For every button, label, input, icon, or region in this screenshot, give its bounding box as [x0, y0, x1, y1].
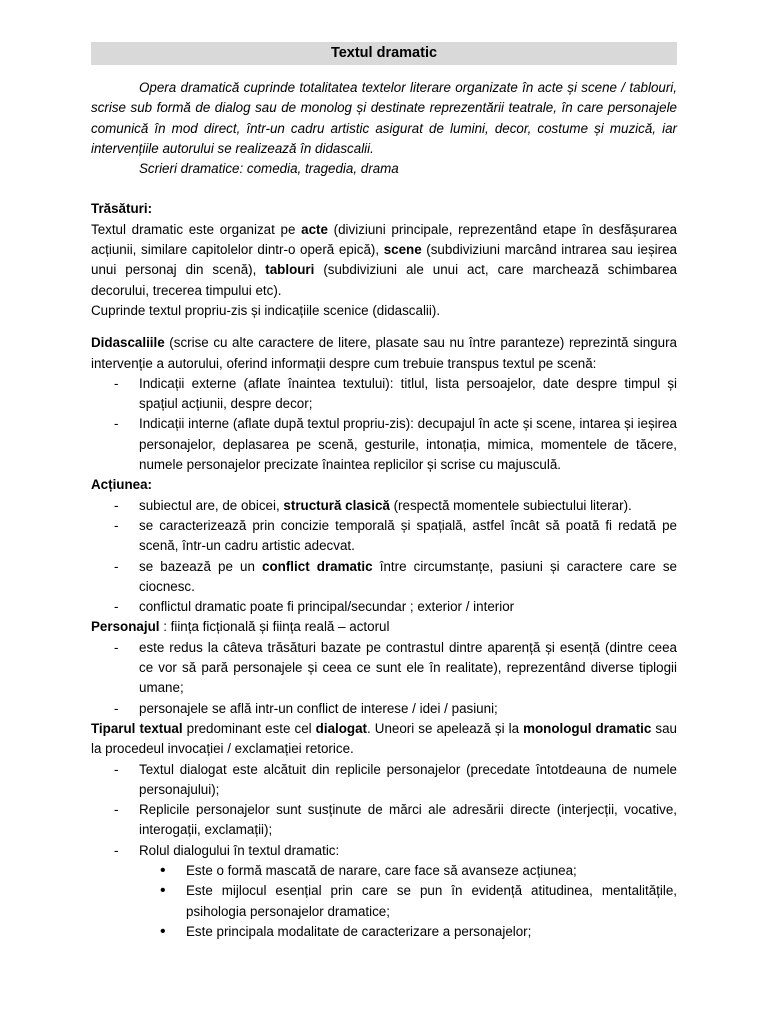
list-item: - subiectul are, de obicei, structură clasică (respectă momentele subiectului literar). [91, 496, 677, 516]
intro-paragraph: Opera dramatică cuprinde totalitatea textelor literare organizate în acte și scene / tablouri, scrise sub formă de dialog sau de monolog și destinate reprezentării teatrale, în care personajele comunică în mod direct, într-un cadru artistic asigurat de lumini, decor, costume și muzică, iar intervențiile autorului se realizează în didascalii. [91, 80, 677, 156]
list-item: - Textul dialogat este alcătuit din replicile personajelor (precedate întotdeauna de numele personajului); [91, 760, 677, 801]
didascalii-paragraph: Didascaliile (scrise cu alte caractere de litere, plasate sau nu între paranteze) reprezintă singura intervenție a autorului, oferind informații despre cum trebuie transpus textul pe scenă: [91, 335, 677, 371]
bullet-item: • Este o formă mascată de narare, care face să avanseze acțiunea; [91, 861, 677, 881]
bullet-item: • Este principala modalitate de caracterizare a personajelor; [91, 922, 677, 942]
trasaturi-heading: Trăsături: [91, 201, 153, 217]
personajul-list [91, 638, 677, 719]
actiunea-heading: Acțiunea: [91, 477, 153, 493]
list-item: - se bazează pe un conflict dramatic între circumstanțe, pasiuni și caractere care se ciocnesc. [91, 557, 677, 598]
actiunea-list [91, 496, 677, 618]
personajul-heading: Personajul : ființa ficțională și ființa reală – actorul [91, 619, 390, 635]
trasaturi-line2: Cuprinde textul propriu-zis și indicațiile scenice (didascalii). [91, 302, 441, 318]
list-item: - personajele se află intr-un conflict de interese / idei / pasiuni; [91, 699, 677, 719]
intro-genres: Scrieri dramatice: comedia, tragedia, drama [139, 161, 399, 177]
document-title: Textul dramatic [91, 42, 677, 65]
dialog-role-list [91, 861, 677, 942]
trasaturi-paragraph: Textul dramatic este organizat pe acte (diviziuni principale, reprezentând etape în desfășurarea acțiunii, similare capitolelor dintr-o operă epică), scene (subdiviziuni marcând intrarea sau ieșirea unui personaj din scenă), tablouri (subdiviziuni ale unui act, care marchează schimbarea decorului, trecerea timpului etc). [91, 221, 678, 298]
bullet-item: • Este mijlocul esențial prin care se pun în evidență atitudinea, mentalitățile, psihologia personajelor dramatice; [91, 881, 677, 922]
tiparul-list [91, 760, 677, 861]
document-page [91, 42, 677, 942]
list-item: - Rolul dialogului în textul dramatic: [91, 841, 677, 861]
list-item: - se caracterizează prin concizie temporală și spațială, astfel încât să poată fi redată pe scenă, într-un cadru artistic adecvat. [91, 516, 677, 557]
list-item: - conflictul dramatic poate fi principal/secundar ; exterior / interior [91, 597, 677, 617]
tiparul-paragraph: Tiparul textual predominant este cel dialogat. Uneori se apelează și la monologul dramatic sau la procedeul invocației / exclamației retorice. [91, 720, 677, 757]
didascalii-list [91, 374, 677, 475]
list-item: - este redus la câteva trăsături bazate pe contrastul dintre aparență și esență (dintre ceea ce vor să pară personajele și ceea ce sunt ele în realitate), reprezentând diverse tiplogii umane; [91, 638, 677, 699]
list-item: - Indicații externe (aflate înaintea textului): titlul, lista persoajelor, date despre timpul și spațiul acțiunii, despre decor; [91, 374, 677, 415]
list-item: - Indicații interne (aflate după textul propriu-zis): decupajul în acte și scene, intarea și ieșirea personajelor, deplasarea pe scenă, gesturile, intonația, mimica, momentele de tăcere, numele personajelor precizate înaintea replicilor și scrise cu majusculă. [91, 414, 677, 475]
list-item: - Replicile personajelor sunt susținute de mărci ale adresării directe (interjecții, vocative, interogații, exclamații); [91, 800, 677, 841]
